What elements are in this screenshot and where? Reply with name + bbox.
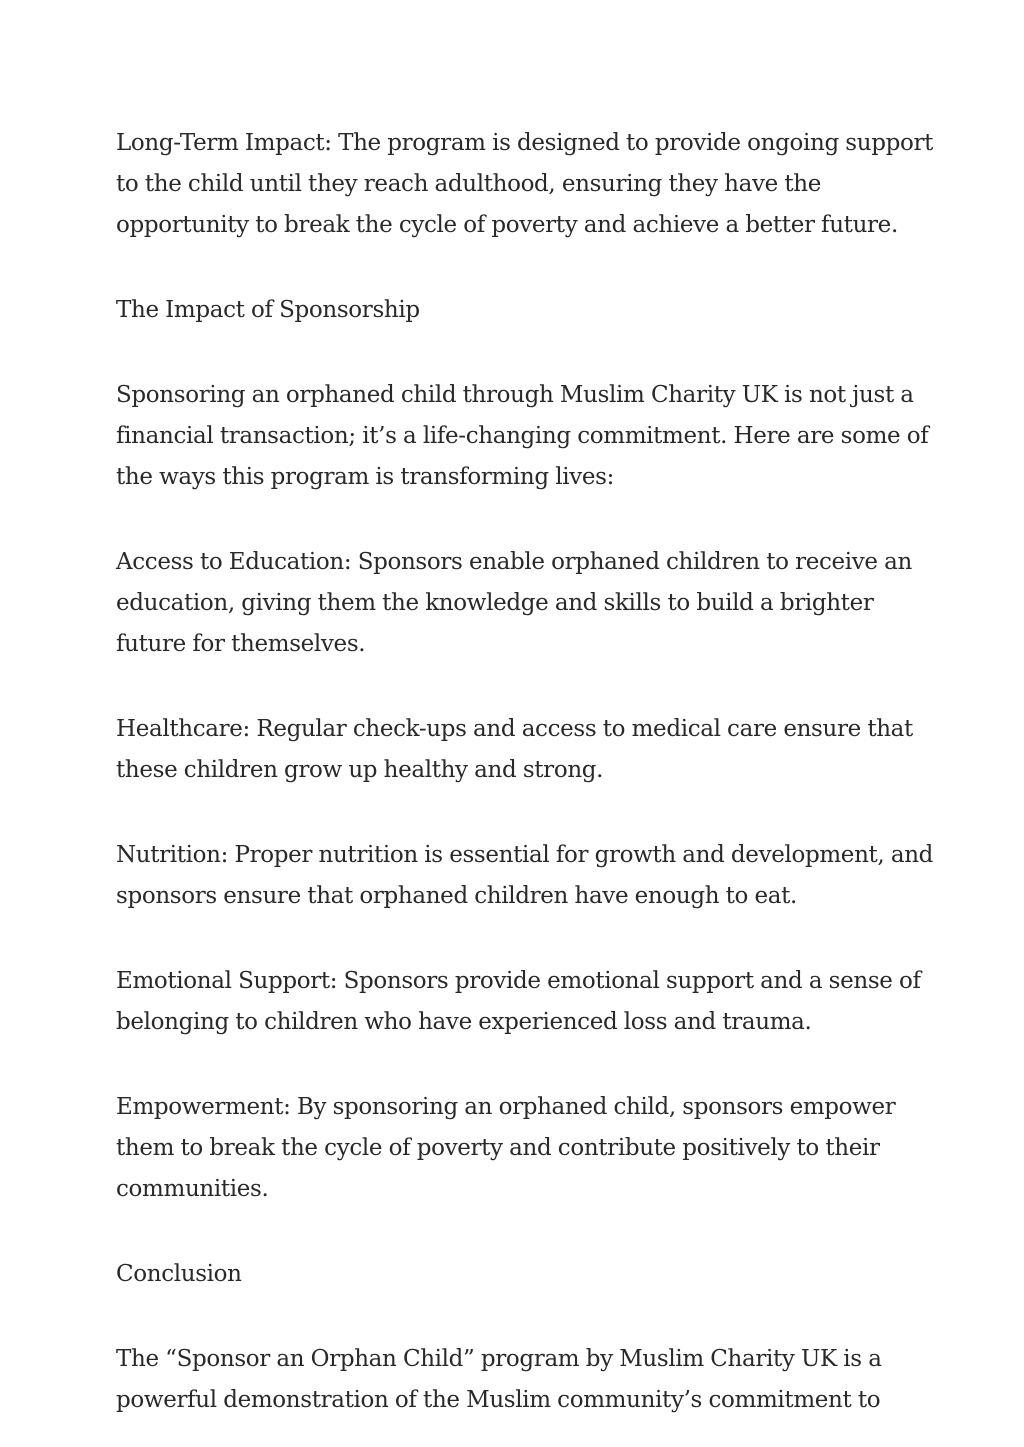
paragraph-emotional-support: Emotional Support: Sponsors provide emotional support and a sense of belonging to children who have experienced loss and trauma. [116, 968, 921, 1035]
paragraph-access-to-education: Access to Education: Sponsors enable orphaned children to receive an education, giving them the knowledge and skills to build a brighter future for themselves. [116, 549, 912, 657]
paragraph-sponsorship-intro: Sponsoring an orphaned child through Muslim Charity UK is not just a financial transaction; it’s a life-changing commitment. Here are some of the ways this program is transforming lives: [116, 382, 929, 490]
paragraph-nutrition: Nutrition: Proper nutrition is essential for growth and development, and sponsors ensure that orphaned children have enough to eat. [116, 842, 934, 909]
section-heading-conclusion: Conclusion [116, 1261, 242, 1287]
paragraph-healthcare: Healthcare: Regular check-ups and access to medical care ensure that these children grow up healthy and strong. [116, 716, 913, 783]
section-heading-impact-of-sponsorship: The Impact of Sponsorship [116, 297, 420, 323]
paragraph-long-term-impact: Long-Term Impact: The program is designed to provide ongoing support to the child until they reach adulthood, ensuring they have the opportunity to break the cycle of poverty and achieve a better future. [116, 130, 933, 238]
paragraph-conclusion: The “Sponsor an Orphan Child” program by Muslim Charity UK is a powerful demonstration of the Muslim community’s commitment to [116, 1346, 882, 1413]
paragraph-empowerment: Empowerment: By sponsoring an orphaned child, sponsors empower them to break the cycle of poverty and contribute positively to their communities. [116, 1094, 896, 1202]
article-body [116, 123, 936, 1447]
